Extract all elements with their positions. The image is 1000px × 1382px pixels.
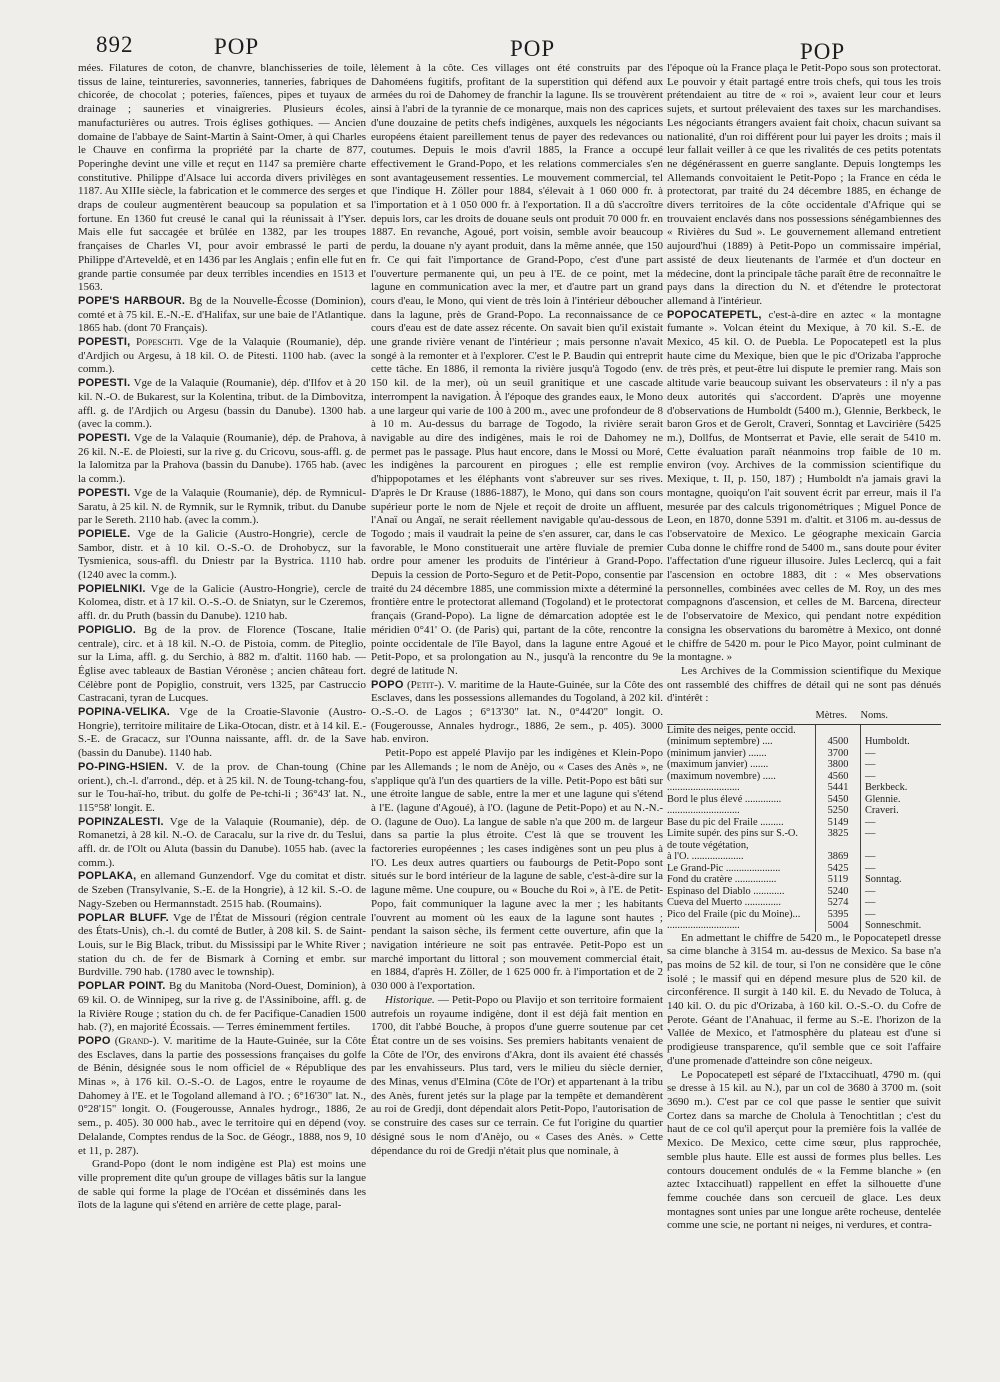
entry-paragraph — [78, 870, 366, 911]
entry-text: En admettant le chiffre de 5420 m., le Popocatepetl dresse sa cime blanche à 3154 m. au-dessus de Mexico. Sa base n'a pas moins de 52 kil. de tour, si l'on ne considère que le cône isolé ; le massif qui en dépend mesure plus de 520 kil. de circonférence. Il surgit à 140 kil. E. du Nevado de Toluca, à 140 kil. O. du pic d'Orizaba, à 160 kil. O.-S.-O. du Cofre de Perote. Géant de l'Anahuac, il ferme au S.-E. l'horizon de la Vallée de Mexico, et l'atmosphère du plateau est d'une si prodigieuse transparence, qu'il semble que ce soit l'affaire d'une promenade d'atteindre son cône neigeux. — [667, 931, 941, 1067]
entry-headword: POPESTI, — [78, 336, 131, 349]
entry-text: V. de la prov. de Chan-toung (Chine orient.), ch.-l. d'arrond., dép. et à 25 kil. N. de Toung-tchang-fou, sur le Tou-haï-ho, tribut. du golfe de Pe-tchi-li ; 36°43' lat. N., 115°58' longit. E. — [78, 760, 366, 814]
entry-text: Vge de la Valaquie (Roumanie), dép. de Prahova, à 26 kil. N.-E. de Ploiesti, sur la rive g. du Cricovu, sous-affl. g. de la Ialomitza par la Prahova (bassin du Danube). 1765 hab. (avec la comm.). — [78, 431, 366, 486]
entry-headword: PO-PING-HSIEN. — [78, 760, 168, 773]
entry-text: — Petit-Popo ou Plavijo et son territoire formaient autrefois un royaume indigène, dont il est déjà fait mention en 1700, dit l'abbé Bouche, à propos d'une guerre soutenue par cet État contre un de ses voisins. Ses premiers habitants venaient de la Côte de l'Or, des environs d'Akra, dont ils avaient été chassés par les envahisseurs. Plus tard, vers le milieu du siècle dernier, des Minas, venus d'Elmina (Côte de l'Or) et appartenant à la tribu des Anès, furent jetés sur la plage par la tempête et demandèrent au roi de Gredji, dont dépendait alors Petit-Popo, l'autorisation de se construire des cases sur ce terrain. Ce fut l'origine du quartier désigné sous le nom d'Anèjo, ou « Cases des Anès. » Cette dépendance du roi de Gredji n'était plus que nominale, à — [371, 993, 663, 1157]
table-cell: — — [865, 828, 876, 840]
entry-lead: Historique. — [385, 993, 435, 1006]
page-header — [0, 30, 1000, 64]
table-cell: Base du pic del Fraile ......... — [667, 816, 784, 828]
table-row — [667, 724, 941, 736]
table-cell: (minimum septembre) .... — [667, 736, 773, 748]
entry-paragraph — [667, 932, 941, 1069]
table-cell: Sonntag. — [865, 874, 902, 886]
table-cell: Humboldt. — [865, 736, 910, 748]
entry-text: mées. Filatures de coton, de chanvre, blanchisseries de toile, tissus de laine, teintureries, savonneries, tanneries, fabriques de chicorée, de chocolat ; poteries, faïences, pipes et tuyaux de drainage ; sauneries et vinaigreries. Plusieurs écoles, manufacturières ou autres. Trois églises gothiques. — Ancien domaine de l'abbaye de Saint-Martin à Saint-Omer, à qui Charles le Chauve en confirma la propriété par la charte de 877, Poperinghe devint une ville et reçut en 1147 sa première charte constitutive. Philippe d'Alsace lui accorda divers privilèges en 1187. Au XIIIe siècle, la fabrication et le commerce des serges et draps de couleur augmentèrent beaucoup sa population et sa fortune. En 1360 fut creusé le canal qui la réunissait à l'Yser. Mais elle fut saccagée et brûlée en 1382, par les troupes françaises de Charles VI, pour avoir embrassé le parti de Philippe d'Arteveldè, et en 1436 par les Anglais ; enfin elle fut en grande partie consumée par deux terribles incendies en 1513 et 1563. — [78, 62, 366, 294]
running-head-right: POP — [800, 39, 846, 64]
table-row — [667, 874, 941, 886]
entry-paragraph — [78, 336, 366, 377]
entry-paragraph — [78, 432, 366, 487]
entry-text: Vge de la Galicie (Austro-Hongrie), cercle de Kolomea, distr. et à 17 kil. O.-S.-O. de Sniatyn, sur le Czeremos, affl. dr. du Pruth (bassin du Danube). 1210 hab. — [78, 582, 366, 623]
altitude-table — [667, 708, 941, 932]
table-cell: — — [865, 897, 876, 909]
entry-text: Le Popocatepetl est séparé de l'Ixtaccihuatl, 4790 m. (qui se dresse à 15 kil. au N.), par un col de 3680 à 3700 m. (soit 3690 m.). C'est par ce col que passe le sentier que suivit Cortez dans sa marche de Cholula à Tenochtitlan ; c'est du haut de ce col qu'il aperçut pour la première fois la vallée de Mexico. De Mexico, cette cime sœur, plus rapprochée, semble plus haute. Elle est aussi de formes plus belles. Les contours doucement ondulés de « la Femme blanche » (en aztec Ixtaccihuatl) rappellent en effet la silhouette d'une femme couchée dans son cercueil de glace. Les deux montagnes sont unies par une longue arête rocheuse, dentelée comme une scie, ne portant ni neiges, ni verdures, et contra- — [667, 1068, 941, 1232]
table-header-cell — [667, 708, 816, 724]
table-cell: 5004 — [816, 920, 861, 932]
altitude-table-header — [667, 708, 941, 724]
entry-headword: POPOCATEPETL, — [667, 308, 762, 321]
table-row — [667, 851, 941, 863]
table-cell: — — [865, 908, 876, 920]
table-header-cell: Mètres. — [816, 708, 861, 724]
entry-paragraph — [78, 761, 366, 816]
table-cell: 4500 — [816, 736, 861, 748]
table-row — [667, 759, 941, 771]
entry-paragraph — [78, 912, 366, 981]
entry-paragraph — [371, 994, 663, 1158]
table-row — [667, 736, 941, 748]
entry-headword: POPESTI. — [78, 431, 131, 444]
entry-headword: POPLAKA, — [78, 870, 137, 883]
entry-headword: POPESTI. — [78, 486, 131, 499]
table-cell: 5149 — [816, 817, 861, 829]
table-cell: 5441 — [816, 782, 861, 794]
table-cell: 5250 — [816, 805, 861, 817]
table-cell: Pico del Fraile (pic du Moine)... — [667, 908, 801, 920]
entry-text: V. maritime de la Haute-Guinée, sur la Côte des Esclaves, dans les possessions allemandes du Togoland, à 202 kil. O.-S.-O. de Lagos ; 6°13'30" lat. N., 0°44'20" longit. O. (Fougerousse, Annales hydrogr., 1886, 2e sem., p. 405). 3000 hab. environ. — [371, 678, 663, 746]
table-cell — [816, 840, 861, 852]
table-cell: 5119 — [816, 874, 861, 886]
entry-text: l'époque où la France plaça le Petit-Popo sous son protectorat. Le pouvoir y était partagé entre trois chefs, qui tous les trois prétendaient au titre de « roi », avaient leur cour et leurs sujets, et surtout prélevaient des taxes sur les marchandises. Les négociants étrangers avaient fait choix, chacun suivant sa nationalité, d'un roi différent pour lui payer les droits ; mais il leur fallait veiller à ce que les rivalités de ces petits potentats ne dégénérassent en guerre sanglante. Depuis longtemps les Allemands convoitaient le Petit-Popo ; la France en céda le protectorat, par traité du 24 décembre 1885, en échange de divers territoires de la côte occidentale d'Afrique qui se trouvaient enclavés dans nos possessions sénégambiennes des « Rivières du Sud ». Le gouvernement allemand entretient aujourd'hui (1889) à Petit-Popo un commissaire impérial, assisté de deux lieutenants de l'armée et d'un docteur en médecine, dont la principale tâche paraît être de reconnaître le pays dans la direction du N. et d'étendre le protectorat allemand à l'intérieur. — [667, 62, 941, 307]
entry-headword: POPIGLIO. — [78, 623, 137, 636]
table-cell: ............................ — [667, 920, 740, 932]
entry-paragraph — [667, 62, 941, 309]
table-cell: Limite des neiges, pente occid. — [667, 724, 796, 736]
table-cell: 5240 — [816, 886, 861, 898]
table-row — [667, 782, 941, 794]
table-cell: Glennie. — [865, 793, 901, 805]
table-cell: 5274 — [816, 897, 861, 909]
entry-text: c'est-à-dire en aztec « la montagne fumante ». Volcan éteint du Mexique, à 70 kil. S.-E. de Mexico, 45 kil. O. de Puebla. Le Popocatepetl est la plus haute cime du Mexique, bien que le pic d'Orizaba l'approche de très près, et peut-être lui dispute le premier rang. Mais son altitude varie beaucoup suivant les observateurs : il n'y a pas deux autorités qui s'accordent. D'après une moyenne d'observations de Humboldt (5400 m.), Glennie, Berkbeck, le baron Gros et de Gerolt, Craveri, Sonntag et Lavcirière (5425 m.), Dollfus, de Montserrat et Pavie, elle serait de 5410 m. Cette évaluation paraît néanmoins trop faible de 10 m. environ (voy. Archives de la commission scientifique du Mexique, t. II, p. 150, 187) ; Humboldt n'a jamais gravi la montagne, quoiqu'on l'ait souvent écrit par erreur, mais il l'a mesurée par des calculs trigonométriques ; Miguel Ponce de Leon, en 1870, donne 5391 m. d'altit. et 3106 m. au-dessus de l'observatoire de Mexico. Le géographe mexicain Garcia Cuba donne le chiffre rond de 5400 m., sans doute pour éviter l'affectation d'une rigueur illusoire. Jules Leclercq, qui a fait l'ascension en octobre 1883, dit : « Mes observations personnelles, combinées avec celles de M. Roy, un des mes compagnons d'ascension, et celles de M. Barcena, directeur de l'observatoire de Mexico, qui pendant notre expédition consigna les observations du baromètre à Mexico, ont donné le chiffre de 5420 m. pour le Pico Mayor, point culminant de la montagne. » — [667, 308, 941, 664]
entry-paragraph — [371, 62, 663, 679]
entry-headword: POPLAR BLUFF. — [78, 911, 169, 924]
table-row — [667, 840, 941, 852]
entry-headword: POPIELE. — [78, 527, 131, 540]
entry-paragraph — [78, 816, 366, 871]
table-cell: ............................ — [667, 782, 740, 794]
entry-text: Vge de la Valaquie (Roumanie), dép. de Romanetzi, à 28 kil. N.-O. de Caracalu, sur la rive dr. du Teslui, affl. dr. de l'Olt ou Aluta (bassin du Danube). 1055 hab. (avec la comm.). — [78, 815, 366, 869]
table-cell — [861, 840, 942, 852]
table-row — [667, 909, 941, 921]
entry-paragraph — [78, 980, 366, 1035]
table-cell: (maximum novembre) ..... — [667, 770, 776, 782]
entry-text: Petit-Popo est appelé Plavijo par les indigènes et Klein-Popo par les Allemands ; le nom de Anèjo, ou « Cases des Anès », ne s'applique qu'à l'un des quartiers de la ville. Petit-Popo est bâti sur une étroite langue de sable, entre la mer et une lagune qui s'étend à l'E. (lagune d'Agoué), à l'O. (lagune de Petit-Popo) et au N.-N.-O. (lagune de Ouo). La langue de sable n'a que 200 m. de largeur dans sa partie la plus étroite. C'est là que se trouvent les factoreries européennes ; les cases indigènes sont un peu plus à l'O. Les deux autres quartiers ou faubourgs de Petit-Popo sont situés sur le bord intérieur de la lagune de sable, c'est-à-dire sur la lagune même. Une coupure, ou « Bouche du Roi », à l'E. de Petit-Popo, fait communiquer la lagune avec la mer ; les habitants l'ouvrent au moment où les eaux de la lagune sont hautes ; pendant la saison sèche, ils ferment cette ouverture, afin que la navigation intérieure ne soit pas entravée. Petit-Popo est un marché important du littoral ; son mouvement commercial était, en 1884, d'après H. Zöller, de 1 625 000 fr. à l'importation et de 2 030 000 à l'exportation. — [371, 747, 663, 993]
entry-text: Vge de la Croatie-Slavonie (Austro-Hongrie), territoire militaire de Lika-Otocan, distr. et à 14 kil. E.-S.-E. de Gracacz, sur l'Ounna naissante, affl. dr. de la Save (bassin du Danube). 1140 hab. — [78, 706, 366, 760]
entry-text: Vge de la Valaquie (Roumanie), dép. de Rymnicul-Saratu, à 25 kil. N. de Rymnik, sur le Rymnik, tribut. du Danube par le Sereth. 2110 hab. (avec la comm.). — [78, 486, 366, 527]
table-cell: (minimum janvier) ....... — [667, 747, 767, 759]
entry-paragraph — [667, 665, 941, 706]
table-header-cell: Noms. — [861, 708, 942, 724]
table-cell: (maximum janvier) ....... — [667, 759, 769, 771]
table-cell: Berkbeck. — [865, 782, 908, 794]
table-row — [667, 748, 941, 760]
entry-paragraph — [78, 624, 366, 706]
table-cell — [816, 724, 861, 736]
entry-text: Bg de la Nouvelle-Écosse (Dominion), comté et à 75 kil. E.-N.-E. d'Halifax, sur une baie de l'Atlantique. 1865 hab. (dont 70 Français). — [78, 294, 366, 335]
column-left — [78, 62, 366, 1362]
table-cell: Sonneschmit. — [865, 920, 922, 932]
table-cell: ............................ — [667, 805, 740, 817]
entry-paragraph — [667, 309, 941, 665]
entry-text: Vge de l'État de Missouri (région centrale des États-Unis), ch.-l. du comté de Butler, à 208 kil. S. de Saint-Louis, sur le Big Black, tribut. du Mississipi par le White River ; station du ch. de fer de Bismark à Corning et embr. sur Burdville. 790 hab. (1780 avec le township). — [78, 911, 366, 979]
entry-paragraph — [78, 295, 366, 336]
entry-paragraph — [78, 487, 366, 528]
table-cell: Craveri. — [865, 805, 899, 817]
table-cell: — — [865, 851, 876, 863]
table-cell: — — [865, 759, 876, 771]
table-cell: — — [865, 816, 876, 828]
table-cell: Le Grand-Pic ..................... — [667, 862, 781, 874]
entry-text: en allemand Gunzendorf. Vge du comitat et distr. de Szeben (Transylvanie, S.-E. de la Hongrie), à 12 kil. S.-O. de Nagy-Szeben ou Hermannstadt. 2515 hab. (Roumains). — [78, 870, 366, 910]
entry-headword-qualifier: Popeschti. — [136, 336, 184, 349]
table-cell: 3700 — [816, 748, 861, 760]
entry-headword-qualifier: (Grand-). — [114, 1034, 160, 1047]
entry-text: lèlement à la côte. Ces villages ont été construits par des Dahoméens fugitifs, profitant de la superstition qui défend aux armées du roi de Dahomey de franchir la lagune. Ils se trouvèrent ainsi à l'abri de la tyrannie de ce monarque, mais non des caprices d'une douzaine de petits chefs indigènes, auxquels les négociants européens étaient pareillement tenus de payer des redevances ou coutumes. Depuis le mois d'avril 1885, la France a occupé effectivement le Grand-Popo, et les relations commerciales s'en sont avantageusement ressenties. Le mouvement commercial, tel que l'indique H. Zöller pour 1884, s'élevait à 1 060 000 fr. à l'importation et à 1 050 000 fr. à l'exportation. Il a dû s'accroître depuis lors, car les droits de douane seuls ont produit 70 000 fr. en 1887. En revanche, Agoué, port voisin, semble avoir beaucoup perdu, la douane n'y ayant produit, dans la même année, que 150 fr. Ce qui fait l'importance de Grand-Popo, c'est d'une part l'ouverture permanente qui, un peu à l'E. de ce point, met la lagune en communication avec la mer, et d'autre part un grand cours d'eau, le Mono, qui vient de très loin à l'intérieur déboucher dans la lagune, près de Grand-Popo. La reconnaissance de ce cours d'eau est de date assez récente. On savait bien qu'il existait une grande rivière venant de l'intérieur ; mais personne n'avait songé à la remonter et à l'explorer. C'est le P. Baudin qui entreprit cette tâche. En 1886, il remonta la rivière jusqu'à Togodo (env. 150 kil. de la mer), où un seuil granitique et une cascade interrompent la navigation. À l'époque des grandes eaux, le Mono a une largeur qui varie de 100 à 200 m., avec une profondeur de 8 à 10 m. Au-dessus du barrage de Togodo, la rivière serait navigable au dire des indigènes, mais le roi de Dahomey ne permet pas le passage. Plus haut encore, dans le Mossi ou Moré, les indigènes la parcourent en pirogues ; elle est remplie d'hippopotames et les éléphants vont s'abreuver sur ses rives. D'après le Dr Krause (1886-1887), le Mono, qui dans son cours supérieur porte le nom de Njele et reçoit de droite un affluent, l'Anaï ou Angaï, ne serait réellement navigable qu'au-dessous de Togodo ; mais il vaudrait la peine de s'en assurer, car, dans le cas favorable, le Mono constituerait une artère fluviale de premier ordre pour amener les produits de l'intérieur à Grand-Popo. Depuis la cession de Porto-Seguro et de Petit-Popo, consentie par traité du 24 décembre 1885, une commission mixte a déterminé la frontière entre le protectorat allemand (Togoland) et le protectorat français (Grand-Popo). La ligne de démarcation adoptée est le méridien 0°41' O. (de Paris) qui, partant de la côte, rencontre la pointe occidentale de l'île Bayol, dans la lagune entre Agoué et Petit-Popo, et sa prolongation au N., jusqu'à la rencontre du 9e degré de latitude N. — [371, 62, 663, 677]
table-cell: de toute végétation, — [667, 839, 749, 851]
entry-headword: POPO — [371, 678, 404, 691]
entry-paragraph — [78, 528, 366, 583]
running-head-center: POP — [510, 36, 556, 61]
entry-text: Vge de la Valaquie (Roumanie), dép. d'Ilfov et à 20 kil. N.-O. de Bukarest, sur la Kolentina, tribut. de la Dimbovitza, affl. g. de l'Ardjich ou Argesu (bassin du Danube). 1300 hab. (avec la comm.). — [78, 377, 366, 431]
table-row — [667, 794, 941, 806]
entry-headword: POPIELNIKI. — [78, 582, 146, 595]
entry-text: Vge de la Galicie (Austro-Hongrie), cercle de Sambor, distr. et à 10 kil. O.-S.-O. de Drohobycz, sur la Tysmienica, sous-affl. du Dniestr par la Bystrica. 1110 hab. (1240 avec la comm.). — [78, 527, 366, 582]
table-cell: — — [865, 862, 876, 874]
table-row — [667, 863, 941, 875]
entry-headword: POPINZALESTI. — [78, 815, 164, 828]
table-row — [667, 828, 941, 840]
entry-headword: POPINA-VELIKA. — [78, 706, 171, 719]
table-cell: Limite supér. des pins sur S.-O. — [667, 828, 799, 840]
table-cell: 3800 — [816, 759, 861, 771]
entry-paragraph — [78, 62, 366, 295]
table-cell: 3825 — [816, 828, 861, 840]
table-row — [667, 920, 941, 932]
running-head-left: POP — [214, 34, 260, 59]
table-cell: Fond du cratère ................ — [667, 874, 777, 886]
table-cell: à l'O. .................... — [667, 851, 744, 863]
table-cell: — — [865, 770, 876, 782]
table-cell: Bord le plus élevé .............. — [667, 793, 782, 805]
entry-headword-qualifier: (Petit-). — [406, 678, 445, 691]
table-row — [667, 886, 941, 898]
entry-headword: POPLAR POINT. — [78, 980, 166, 993]
entry-text: V. maritime de la Haute-Guinée, sur la Côte des Esclaves, dans la partie des possessions françaises du golfe de Bénin, désignée sous le nom officiel de « République des Minas », à 176 kil. O.-S.-O. de Lagos, entre le royaume de Dahomey à l'E. et le Togoland allemand à l'O. ; 6°16'30" lat. N., 0°28'15" longit. O. (Fougerousse, Annales hydrogr., 1886, 2e sem., p. 405). 30 000 hab., avec le territoire qui en dépend (voy. Delalande, Comptes rendus de la Soc. de Géogr., 1888, nos 9, 10 et 11, p. 287). — [78, 1034, 366, 1157]
table-cell: Espinaso del Diablo ............ — [667, 885, 785, 897]
column-right — [667, 62, 941, 1362]
table-cell: 5425 — [816, 863, 861, 875]
entry-paragraph — [371, 679, 663, 748]
entry-text: Bg du Manitoba (Nord-Ouest, Dominion), à 69 kil. O. de Winnipeg, sur la rive g. de l'Assiniboine, affl. g. de la Rivière Rouge ; station du ch. de fer Pacifique-Canadien 1500 hab. (?), en majorité Écossais. — Terres éminemment fertiles. — [78, 980, 366, 1034]
entry-paragraph — [371, 747, 663, 994]
table-cell: — — [865, 747, 876, 759]
entry-headword: POPE'S HARBOUR. — [78, 294, 186, 307]
table-cell: 5395 — [816, 909, 861, 921]
table-cell: — — [865, 885, 876, 897]
page-number: 892 — [96, 32, 134, 57]
table-cell: 4560 — [816, 771, 861, 783]
entry-text: Les Archives de la Commission scientifique du Mexique ont rassemblé des chiffres de détail qui ne sont pas dénués d'intérêt : — [667, 664, 941, 705]
table-cell: 5450 — [816, 794, 861, 806]
entry-headword: POPESTI. — [78, 377, 131, 390]
table-cell: Cueva del Muerto .............. — [667, 897, 781, 909]
entry-text: Vge de la Valaquie (Roumanie), dép. d'Ardjich ou Argesu, à 18 kil. O. de Pitesti. 1100 hab. (avec la comm.). — [78, 336, 366, 376]
column-middle — [371, 62, 663, 1362]
entry-paragraph — [78, 1035, 366, 1158]
table-row — [667, 805, 941, 817]
entry-paragraph — [78, 706, 366, 761]
entry-text: Grand-Popo (dont le nom indigène est Pla) est moins une ville proprement dite qu'un groupe de villages bâtis sur la langue de sable qui forme la plage de l'Océan et disséminés dans les îlots de la lagune qui s'étend en arrière de cette plage, paral- — [78, 1158, 366, 1212]
entry-paragraph — [78, 1158, 366, 1213]
table-row — [667, 771, 941, 783]
entry-paragraph — [667, 1069, 941, 1233]
entry-text: Bg de la prov. de Florence (Toscane, Italie centrale), circ. et à 18 kil. N.-O. de Pistoia, comm. de Piteglio, sur la Lima, affl. g. du Serchio, à 882 m. d'altit. 1160 hab. — Église avec tableaux de Bastian Véronèse ; ancien château fort. Célèbre pont de Popiglio, construit, vers 1325, par Castruccio Castracani, tyran de Lucques. — [78, 623, 366, 705]
entry-headword: POPO — [78, 1034, 111, 1047]
table-row — [667, 897, 941, 909]
entry-paragraph — [78, 377, 366, 432]
table-row — [667, 817, 941, 829]
table-cell — [861, 724, 942, 736]
table-cell: 3869 — [816, 851, 861, 863]
entry-paragraph — [78, 583, 366, 624]
